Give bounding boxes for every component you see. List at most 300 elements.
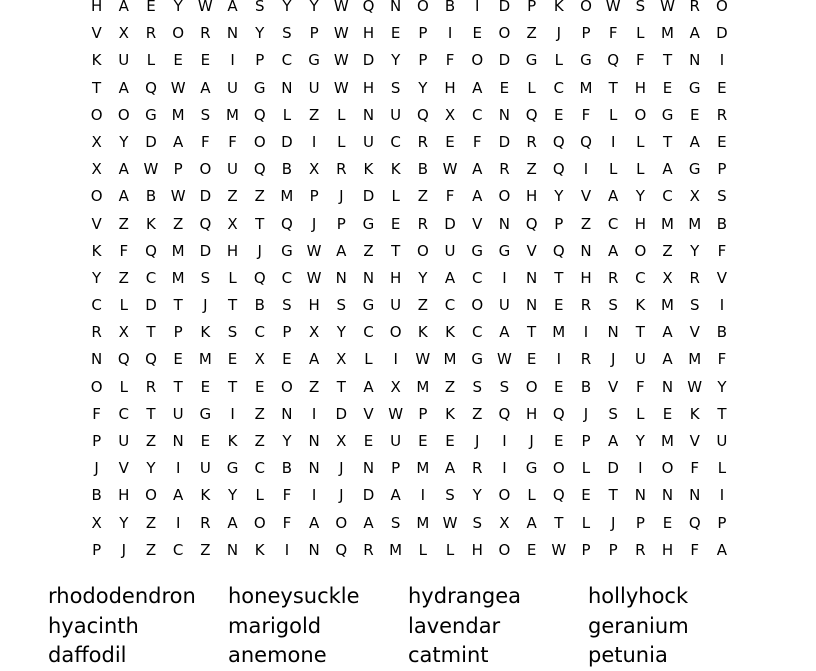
grid-letter[interactable]: P [255,51,265,70]
grid-letter[interactable]: H [525,187,538,206]
grid-letter[interactable]: B [281,160,293,179]
grid-letter[interactable]: M [171,268,185,287]
grid-letter[interactable]: A [472,78,483,97]
grid-letter[interactable]: J [121,540,126,559]
grid-letter[interactable]: N [226,24,239,43]
grid-letter[interactable]: F [690,459,700,478]
grid-letter[interactable]: I [719,51,725,70]
grid-letter[interactable]: E [254,377,265,396]
grid-letter[interactable]: K [200,486,211,505]
grid-letter[interactable]: E [689,105,700,124]
grid-letter[interactable]: R [145,24,157,43]
grid-letter[interactable]: J [529,432,534,450]
grid-letter[interactable]: T [717,404,727,423]
grid-letter[interactable]: N [580,241,592,260]
grid-letter[interactable]: F [201,132,210,151]
grid-letter[interactable]: P [92,432,102,450]
grid-letter[interactable]: A [662,350,673,369]
grid-letter[interactable]: K [91,241,102,260]
grid-letter[interactable]: M [416,377,430,396]
grid-letter[interactable]: V [689,323,700,342]
grid-letter[interactable]: B [716,214,728,233]
grid-letter[interactable]: X [91,160,102,179]
grid-letter[interactable]: X [662,268,673,287]
grid-letter[interactable]: H [90,0,103,15]
grid-letter[interactable]: A [308,513,320,532]
grid-letter[interactable]: T [554,268,564,287]
grid-letter[interactable]: L [636,404,645,423]
grid-letter[interactable]: T [635,323,645,342]
grid-letter[interactable]: S [282,296,292,315]
grid-letter[interactable]: I [610,132,616,151]
grid-letter[interactable]: M [416,513,430,532]
grid-letter[interactable]: Z [580,214,592,233]
grid-letter[interactable]: C [390,132,401,151]
grid-letter[interactable]: Q [525,105,538,124]
grid-letter[interactable]: Z [118,214,129,233]
grid-letter[interactable]: F [690,540,700,559]
grid-letter[interactable]: S [472,377,482,396]
grid-letter[interactable]: X [499,513,510,532]
grid-letter[interactable]: A [444,268,456,287]
grid-letter[interactable]: A [173,486,184,505]
grid-letter[interactable]: U [634,350,646,369]
grid-letter[interactable]: M [171,105,185,124]
grid-letter[interactable]: P [554,214,564,233]
grid-letter[interactable]: X [336,432,347,450]
grid-letter[interactable]: P [92,540,102,559]
grid-letter[interactable]: Y [309,0,319,15]
grid-letter[interactable]: U [498,296,510,315]
grid-letter[interactable]: I [311,132,317,151]
grid-letter[interactable]: L [418,540,428,559]
grid-letter[interactable]: N [390,0,402,15]
grid-letter[interactable]: I [502,268,507,287]
grid-letter[interactable]: Z [308,377,320,396]
grid-letter[interactable]: Z [526,160,537,179]
grid-letter[interactable]: S [635,0,646,15]
grid-letter[interactable]: O [90,377,103,396]
grid-letter[interactable]: R [91,323,102,342]
grid-letter[interactable]: L [146,51,156,70]
grid-letter[interactable]: T [227,377,238,396]
grid-letter[interactable]: O [552,459,565,478]
grid-letter[interactable]: L [581,513,591,532]
grid-letter[interactable]: S [717,187,727,206]
grid-letter[interactable]: S [227,323,238,342]
grid-letter[interactable]: S [200,105,211,124]
grid-letter[interactable]: H [390,268,402,287]
grid-letter[interactable]: H [525,404,538,423]
grid-letter[interactable]: A [716,540,728,559]
grid-letter[interactable]: D [362,187,375,206]
grid-letter[interactable]: K [445,404,455,423]
grid-letter[interactable]: R [200,513,211,532]
grid-letter[interactable]: G [525,459,538,478]
grid-letter[interactable]: T [554,513,564,532]
grid-letter[interactable]: O [416,241,429,260]
grid-letter[interactable]: E [418,432,428,450]
grid-letter[interactable]: J [610,350,616,369]
grid-letter[interactable]: S [608,404,618,423]
grid-letter[interactable]: O [471,51,484,70]
grid-letter[interactable]: J [257,241,262,260]
grid-letter[interactable]: T [92,78,102,97]
grid-letter[interactable]: Q [145,241,157,260]
grid-letter[interactable]: C [363,323,374,342]
grid-letter[interactable]: A [390,486,401,505]
grid-letter[interactable]: N [281,78,293,97]
grid-letter[interactable]: C [145,268,157,287]
grid-letter[interactable]: W [170,78,186,97]
grid-letter[interactable]: A [118,0,129,15]
grid-letter[interactable]: A [662,323,673,342]
grid-letter[interactable]: P [309,187,319,206]
grid-letter[interactable]: U [716,432,728,450]
grid-letter[interactable]: V [91,214,102,233]
grid-letter[interactable]: Z [444,377,456,396]
grid-letter[interactable]: A [526,513,537,532]
grid-letter[interactable]: V [118,459,129,478]
grid-letter[interactable]: C [281,51,293,70]
grid-letter[interactable]: W [687,377,703,396]
grid-letter[interactable]: J [475,432,480,450]
grid-letter[interactable]: F [445,187,455,206]
grid-letter[interactable]: H [362,78,375,97]
grid-letter[interactable]: P [418,404,428,423]
grid-letter[interactable]: O [90,105,103,124]
grid-letter[interactable]: Y [418,268,428,287]
grid-letter[interactable]: E [554,377,564,396]
grid-letter[interactable]: Y [418,78,428,97]
grid-letter[interactable]: P [581,24,591,43]
grid-letter[interactable]: Q [145,78,157,97]
grid-letter[interactable]: M [389,540,403,559]
grid-letter[interactable]: G [661,105,674,124]
grid-letter[interactable]: I [311,404,317,423]
grid-letter[interactable]: N [498,214,511,233]
grid-letter[interactable]: Q [145,350,157,369]
grid-letter[interactable]: A [227,0,238,15]
grid-letter[interactable]: T [662,132,673,151]
grid-letter[interactable]: E [173,51,183,70]
grid-letter[interactable]: Z [363,241,374,260]
grid-letter[interactable]: Q [362,0,375,15]
grid-letter[interactable]: P [717,513,727,532]
grid-letter[interactable]: Y [391,51,401,70]
grid-letter[interactable]: R [635,540,646,559]
grid-letter[interactable]: X [118,323,129,342]
grid-letter[interactable]: J [203,296,208,315]
grid-letter[interactable]: O [498,24,511,43]
grid-letter[interactable]: P [336,214,346,233]
grid-letter[interactable]: V [363,404,374,423]
grid-letter[interactable]: G [580,51,592,70]
grid-letter[interactable]: W [333,51,349,70]
grid-letter[interactable]: X [254,350,265,369]
grid-letter[interactable]: Z [173,214,184,233]
grid-letter[interactable]: R [526,132,537,151]
grid-letter[interactable]: R [716,105,728,124]
grid-letter[interactable]: M [688,214,702,233]
grid-letter[interactable]: Y [554,187,564,206]
grid-letter[interactable]: P [391,459,401,478]
grid-letter[interactable]: I [638,459,643,478]
grid-letter[interactable]: I [175,459,181,478]
grid-letter[interactable]: S [282,24,292,43]
grid-letter[interactable]: Q [253,160,266,179]
grid-letter[interactable]: I [502,459,507,478]
grid-letter[interactable]: Z [526,24,537,43]
grid-letter[interactable]: N [525,296,538,315]
grid-letter[interactable]: J [610,513,616,532]
grid-letter[interactable]: R [580,350,592,369]
grid-letter[interactable]: F [282,513,292,532]
grid-letter[interactable]: E [472,24,482,43]
grid-letter[interactable]: A [227,513,238,532]
grid-letter[interactable]: W [415,350,431,369]
grid-letter[interactable]: B [716,323,728,342]
grid-letter[interactable]: C [662,187,673,206]
grid-letter[interactable]: I [175,513,181,532]
grid-letter[interactable]: Y [282,0,292,15]
grid-letter[interactable]: Z [254,187,265,206]
grid-letter[interactable]: N [308,432,320,450]
grid-letter[interactable]: Z [417,296,428,315]
grid-letter[interactable]: E [526,350,537,369]
grid-letter[interactable]: D [498,132,511,151]
grid-letter[interactable]: D [444,214,456,233]
grid-letter[interactable]: S [336,296,347,315]
grid-letter[interactable]: W [333,0,349,15]
grid-letter[interactable]: I [475,0,480,15]
grid-letter[interactable]: E [173,350,183,369]
grid-letter[interactable]: K [200,323,211,342]
grid-letter[interactable]: I [583,160,589,179]
grid-letter[interactable]: A [689,24,700,43]
grid-letter[interactable]: Y [227,486,238,505]
grid-letter[interactable]: X [336,350,347,369]
grid-letter[interactable]: Y [635,187,645,206]
grid-letter[interactable]: Y [282,432,292,450]
grid-letter[interactable]: H [634,214,646,233]
grid-letter[interactable]: Q [552,132,565,151]
grid-letter[interactable]: P [173,323,183,342]
grid-letter[interactable]: G [471,350,484,369]
grid-letter[interactable]: G [253,78,266,97]
grid-letter[interactable]: O [498,540,511,559]
grid-letter[interactable]: M [661,432,674,450]
grid-letter[interactable]: C [444,296,456,315]
grid-letter[interactable]: L [337,132,346,151]
grid-letter[interactable]: P [717,160,727,179]
grid-letter[interactable]: J [339,459,344,478]
grid-letter[interactable]: L [119,296,128,315]
grid-letter[interactable]: Q [199,214,212,233]
grid-letter[interactable]: C [553,78,565,97]
grid-letter[interactable]: P [581,540,591,559]
grid-letter[interactable]: G [688,78,701,97]
grid-letter[interactable]: K [363,160,374,179]
grid-letter[interactable]: T [662,51,673,70]
grid-letter[interactable]: M [226,105,239,124]
grid-letter[interactable]: K [445,323,455,342]
grid-letter[interactable]: R [363,540,374,559]
grid-letter[interactable]: S [200,268,211,287]
grid-letter[interactable]: G [308,51,320,70]
grid-letter[interactable]: E [717,78,727,97]
grid-letter[interactable]: G [226,459,239,478]
grid-letter[interactable]: V [472,214,483,233]
grid-letter[interactable]: C [471,105,483,124]
grid-letter[interactable]: Q [498,404,511,423]
grid-letter[interactable]: G [471,241,484,260]
grid-letter[interactable]: U [362,132,374,151]
grid-letter[interactable]: E [499,78,510,97]
grid-letter[interactable]: O [389,323,402,342]
grid-letter[interactable]: O [172,24,185,43]
grid-letter[interactable]: E [390,214,401,233]
grid-letter[interactable]: T [173,377,183,396]
grid-letter[interactable]: T [173,296,183,315]
grid-letter[interactable]: N [607,323,619,342]
grid-letter[interactable]: M [661,214,674,233]
grid-letter[interactable]: D [199,187,212,206]
grid-letter[interactable]: K [390,160,401,179]
grid-letter[interactable]: O [661,459,674,478]
grid-letter[interactable]: J [339,187,344,206]
grid-letter[interactable]: W [170,187,186,206]
grid-letter[interactable]: I [719,486,725,505]
grid-letter[interactable]: N [362,105,375,124]
grid-letter[interactable]: X [91,132,102,151]
grid-letter[interactable]: O [498,486,511,505]
grid-letter[interactable]: L [364,350,373,369]
grid-letter[interactable]: T [608,78,618,97]
grid-letter[interactable]: H [661,540,674,559]
grid-letter[interactable]: A [118,187,129,206]
grid-letter[interactable]: P [309,24,319,43]
grid-letter[interactable]: Q [552,404,565,423]
grid-letter[interactable]: R [580,296,592,315]
grid-letter[interactable]: C [635,268,646,287]
grid-letter[interactable]: C [281,268,293,287]
grid-letter[interactable]: P [608,540,618,559]
grid-letter[interactable]: W [143,160,159,179]
grid-letter[interactable]: Q [580,132,592,151]
grid-letter[interactable]: R [689,0,700,15]
grid-letter[interactable]: V [689,432,700,450]
grid-letter[interactable]: Z [308,105,320,124]
grid-letter[interactable]: N [689,486,701,505]
grid-letter[interactable]: E [581,486,591,505]
grid-letter[interactable]: P [635,513,645,532]
grid-letter[interactable]: E [200,51,211,70]
grid-letter[interactable]: Q [253,268,266,287]
grid-letter[interactable]: Y [92,268,102,287]
grid-letter[interactable]: R [200,24,211,43]
grid-letter[interactable]: Q [281,214,293,233]
grid-letter[interactable]: N [172,432,184,450]
grid-letter[interactable]: W [333,78,349,97]
grid-letter[interactable]: V [716,268,728,287]
grid-letter[interactable]: G [199,404,212,423]
grid-letter[interactable]: K [635,296,646,315]
grid-letter[interactable]: Y [635,432,645,450]
grid-letter[interactable]: A [118,78,129,97]
grid-letter[interactable]: Q [416,105,429,124]
grid-letter[interactable]: N [661,377,674,396]
grid-letter[interactable]: O [90,187,103,206]
grid-letter[interactable]: B [281,459,293,478]
grid-letter[interactable]: H [580,268,592,287]
grid-letter[interactable]: H [118,486,130,505]
grid-letter[interactable]: E [554,432,564,450]
grid-letter[interactable]: I [583,323,589,342]
grid-letter[interactable]: V [580,187,592,206]
grid-letter[interactable]: W [605,0,621,15]
grid-letter[interactable]: E [200,432,211,450]
grid-letter[interactable]: B [145,187,157,206]
grid-letter[interactable]: A [689,132,700,151]
grid-letter[interactable]: L [554,51,563,70]
grid-letter[interactable]: E [717,132,727,151]
grid-letter[interactable]: A [608,187,619,206]
grid-letter[interactable]: Q [552,486,565,505]
grid-letter[interactable]: G [525,51,538,70]
grid-letter[interactable]: S [254,0,265,15]
grid-letter[interactable]: S [390,78,401,97]
grid-letter[interactable]: W [197,0,213,15]
grid-letter[interactable]: B [254,296,265,315]
grid-letter[interactable]: N [689,51,701,70]
grid-letter[interactable]: U [390,105,402,124]
grid-letter[interactable]: W [660,0,675,15]
grid-letter[interactable]: Z [145,513,157,532]
grid-letter[interactable]: K [417,323,428,342]
grid-letter[interactable]: G [281,241,293,260]
grid-letter[interactable]: E [445,132,455,151]
grid-letter[interactable]: F [282,486,292,505]
grid-letter[interactable]: Z [145,432,157,450]
grid-letter[interactable]: F [445,51,455,70]
grid-letter[interactable]: U [227,78,239,97]
grid-letter[interactable]: E [390,24,401,43]
grid-letter[interactable]: X [118,24,129,43]
grid-letter[interactable]: I [420,486,426,505]
grid-letter[interactable]: T [146,404,156,423]
grid-letter[interactable]: W [333,24,349,43]
grid-letter[interactable]: Z [227,187,238,206]
grid-letter[interactable]: Z [254,432,265,450]
grid-letter[interactable]: E [554,296,564,315]
grid-letter[interactable]: A [444,459,456,478]
grid-letter[interactable]: K [553,0,564,15]
grid-letter[interactable]: B [444,0,456,15]
grid-letter[interactable]: X [91,513,102,532]
grid-letter[interactable]: X [689,187,700,206]
grid-letter[interactable]: M [552,323,566,342]
grid-letter[interactable]: C [607,214,619,233]
grid-letter[interactable]: N [90,350,103,369]
grid-letter[interactable]: O [525,377,538,396]
grid-letter[interactable]: E [146,0,156,15]
grid-letter[interactable]: D [281,132,293,151]
grid-letter[interactable]: R [417,132,429,151]
grid-letter[interactable]: L [255,486,264,505]
grid-letter[interactable]: N [362,268,375,287]
grid-letter[interactable]: U [308,78,320,97]
